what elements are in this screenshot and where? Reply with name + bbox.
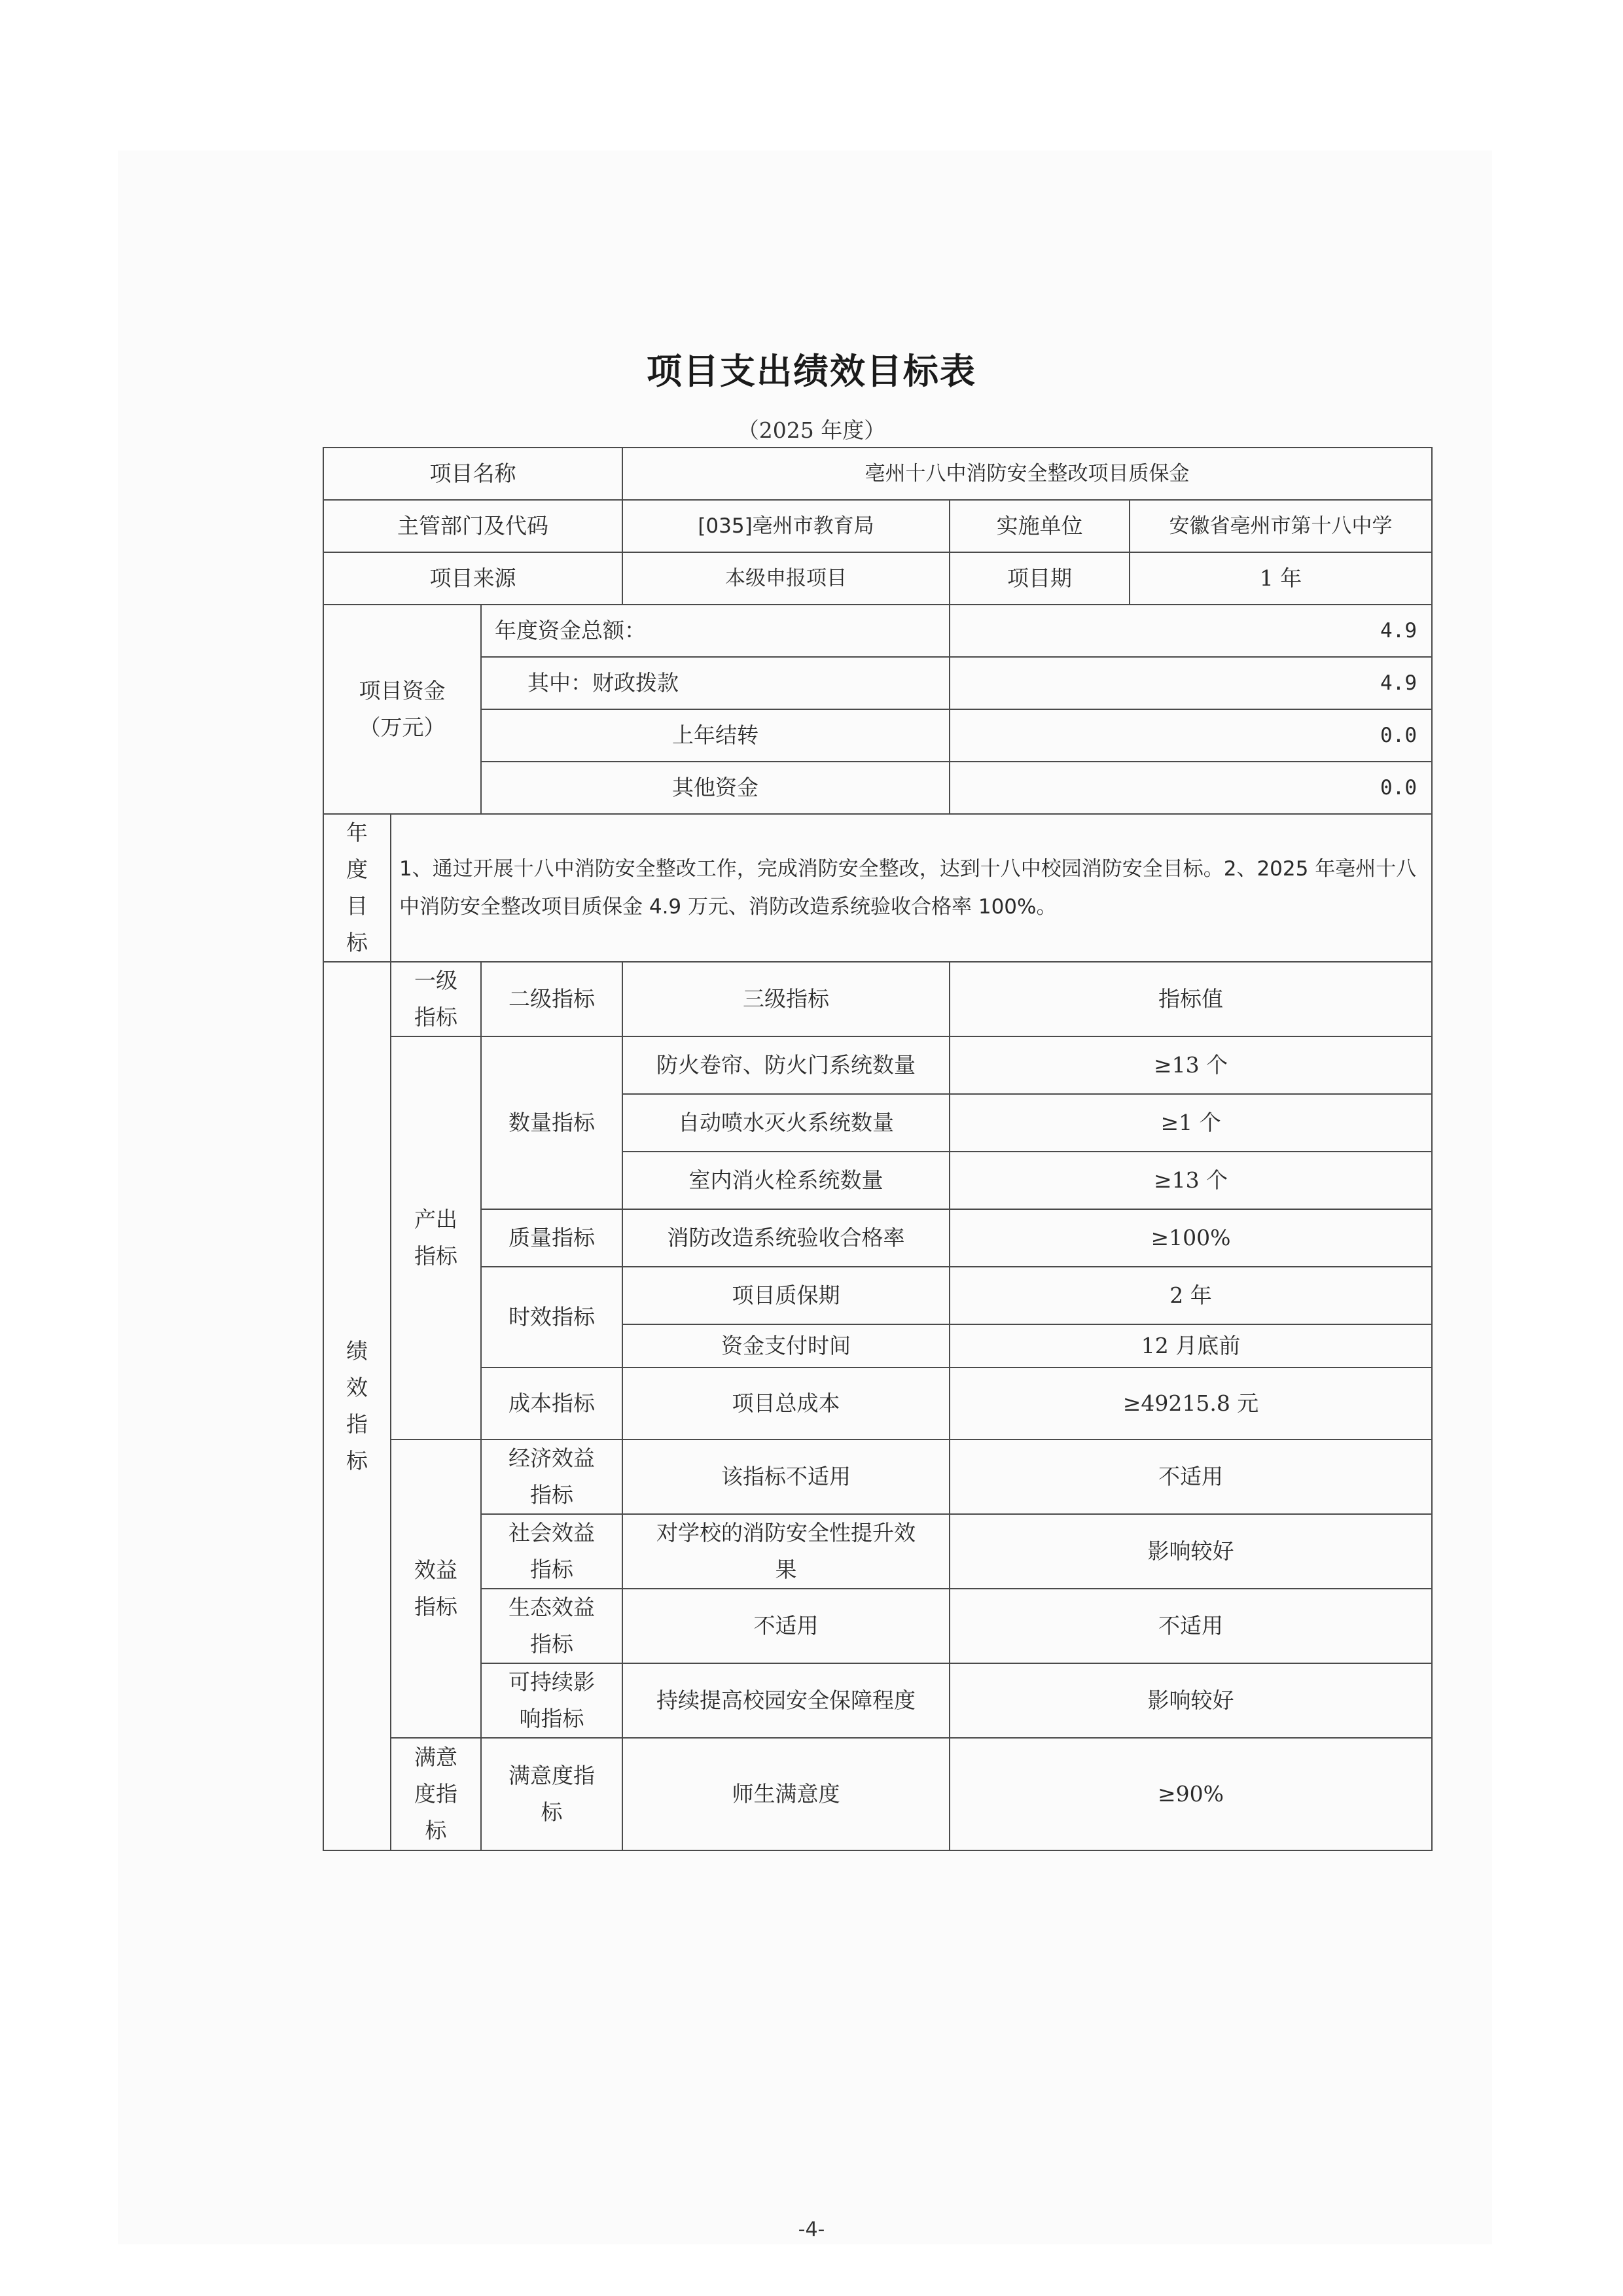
benefit-item-value: 不适用	[950, 1589, 1432, 1663]
perf-label-char: 绩	[346, 1338, 368, 1364]
sustainable-benefit-label-line: 可持续影	[508, 1669, 595, 1695]
row-project-name	[323, 448, 1432, 500]
benefit-item-name: 不适用	[622, 1589, 950, 1663]
quality-item-name: 消防改造系统验收合格率	[622, 1209, 950, 1267]
social-benefit-label	[481, 1514, 622, 1589]
period-label: 项目期	[950, 552, 1130, 605]
table-row	[323, 1663, 1432, 1738]
funds-label-line1: 项目资金	[359, 678, 446, 703]
satisfaction-label-line: 标	[425, 1818, 447, 1843]
source-label: 项目来源	[323, 552, 622, 605]
annual-goal-label-char: 度	[346, 857, 368, 882]
satisfaction-label-line: 度指	[414, 1781, 457, 1807]
funds-other-label: 其他资金	[481, 762, 950, 814]
page-number: -4-	[798, 2218, 825, 2241]
annual-goal-label-char: 标	[346, 930, 368, 955]
row-indicator-header	[323, 962, 1432, 1036]
row-annual-goal	[323, 814, 1432, 962]
impl-label: 实施单位	[950, 500, 1130, 552]
benefit-indicators-label	[391, 1439, 481, 1738]
header-level2: 二级指标	[481, 962, 622, 1036]
output-indicators-label	[391, 1036, 481, 1439]
table-row	[323, 1514, 1432, 1589]
funds-other-value: 0.0	[950, 762, 1432, 814]
satisfaction-sub-label	[481, 1738, 622, 1850]
funds-total-label: 年度资金总额：	[481, 605, 950, 657]
row-department	[323, 500, 1432, 552]
satisfaction-indicators-label	[391, 1738, 481, 1850]
table-row	[323, 1589, 1432, 1663]
funds-total-value: 4.9	[950, 605, 1432, 657]
funds-fiscal-label: 其中：财政拨款	[481, 657, 950, 709]
sustainable-benefit-label	[481, 1663, 622, 1738]
ecological-benefit-label	[481, 1589, 622, 1663]
timeliness-item-value: 2 年	[950, 1267, 1432, 1324]
quantity-item-value: ≥13 个	[950, 1036, 1432, 1094]
row-funds-fiscal	[323, 657, 1432, 709]
impl-value: 安徽省亳州市第十八中学	[1130, 500, 1432, 552]
cost-indicators-label: 成本指标	[481, 1368, 622, 1439]
table-row	[323, 1439, 1432, 1514]
timeliness-item-value: 12 月底前	[950, 1324, 1432, 1368]
benefit-item-value: 不适用	[950, 1439, 1432, 1514]
row-funds-total	[323, 605, 1432, 657]
header-value: 指标值	[950, 962, 1432, 1036]
table-row	[323, 1209, 1432, 1267]
cost-item-name: 项目总成本	[622, 1368, 950, 1439]
cost-item-value: ≥49215.8 元	[950, 1368, 1432, 1439]
timeliness-indicators-label: 时效指标	[481, 1267, 622, 1368]
economic-benefit-label-line: 经济效益	[508, 1445, 595, 1471]
annual-goal-label-char: 年	[346, 820, 368, 845]
dept-value: [035]亳州市教育局	[622, 500, 950, 552]
output-label-line: 指标	[414, 1243, 457, 1269]
funds-carryover-value: 0.0	[950, 709, 1432, 762]
row-funds-carryover	[323, 709, 1432, 762]
funds-label-line2: （万元）	[359, 715, 446, 740]
table-row	[323, 1036, 1432, 1094]
benefit-item-name: 持续提高校园安全保障程度	[622, 1663, 950, 1738]
quantity-item-value: ≥1 个	[950, 1094, 1432, 1152]
quality-indicators-label: 质量指标	[481, 1209, 622, 1267]
table-row	[323, 1738, 1432, 1850]
perf-indicators-label	[323, 962, 391, 1850]
benefit-item-name-line: 果	[775, 1557, 797, 1582]
satisfaction-sub-label-line: 满意度指	[508, 1763, 595, 1788]
satisfaction-sub-label-line: 标	[541, 1799, 563, 1825]
quantity-item-name: 室内消火栓系统数量	[622, 1152, 950, 1209]
quantity-item-name: 防火卷帘、防火门系统数量	[622, 1036, 950, 1094]
row-funds-other	[323, 762, 1432, 814]
period-value: 1 年	[1130, 552, 1432, 605]
social-benefit-label-line: 指标	[530, 1557, 573, 1582]
benefit-item-name: 该指标不适用	[622, 1439, 950, 1514]
ecological-benefit-label-line: 生态效益	[508, 1595, 595, 1620]
benefit-label-line: 效益	[414, 1557, 457, 1583]
project-name-value: 亳州十八中消防安全整改项目质保金	[622, 448, 1432, 500]
satisfaction-item-name: 师生满意度	[622, 1738, 950, 1850]
ecological-benefit-label-line: 指标	[530, 1631, 573, 1657]
performance-target-table	[323, 447, 1433, 1851]
annual-goal-label-char: 目	[346, 893, 368, 919]
source-value: 本级申报项目	[622, 552, 950, 605]
funds-carryover-label: 上年结转	[481, 709, 950, 762]
header-level1-line: 一级	[414, 968, 457, 993]
sustainable-benefit-label-line: 响指标	[519, 1706, 584, 1731]
satisfaction-label-line: 满意	[414, 1744, 457, 1770]
benefit-label-line: 指标	[414, 1594, 457, 1619]
project-name-label: 项目名称	[323, 448, 622, 500]
perf-label-char: 标	[346, 1448, 368, 1474]
document-year: （2025 年度）	[737, 417, 886, 443]
quality-item-value: ≥100%	[950, 1209, 1432, 1267]
table-row	[323, 1368, 1432, 1439]
annual-goal-label	[323, 814, 391, 962]
economic-benefit-label	[481, 1439, 622, 1514]
timeliness-item-name: 资金支付时间	[622, 1324, 950, 1368]
header-level3: 三级指标	[622, 962, 950, 1036]
annual-goal-text: 1、通过开展十八中消防安全整改工作，完成消防安全整改，达到十八中校园消防安全目标。2、2025 年亳州十八中消防安全整改项目质保金 4.9 万元、消防改造系统验收合格率 100%。	[391, 814, 1432, 962]
row-source	[323, 552, 1432, 605]
output-label-line: 产出	[414, 1207, 457, 1232]
document-title: 项目支出绩效目标表	[647, 351, 976, 392]
benefit-item-value: 影响较好	[950, 1514, 1432, 1589]
benefit-item-value: 影响较好	[950, 1663, 1432, 1738]
perf-label-char: 效	[346, 1375, 368, 1400]
social-benefit-label-line: 社会效益	[508, 1520, 595, 1545]
table-row	[323, 1267, 1432, 1324]
quantity-indicators-label: 数量指标	[481, 1036, 622, 1209]
benefit-item-name	[622, 1514, 950, 1589]
header-level1-line: 指标	[414, 1004, 457, 1030]
perf-label-char: 指	[346, 1411, 368, 1437]
benefit-item-name-line: 对学校的消防安全性提升效	[656, 1520, 916, 1545]
timeliness-item-name: 项目质保期	[622, 1267, 950, 1324]
dept-label: 主管部门及代码	[323, 500, 622, 552]
quantity-item-value: ≥13 个	[950, 1152, 1432, 1209]
header-level1	[391, 962, 481, 1036]
funds-fiscal-value: 4.9	[950, 657, 1432, 709]
economic-benefit-label-line: 指标	[530, 1482, 573, 1508]
quantity-item-name: 自动喷水灭火系统数量	[622, 1094, 950, 1152]
satisfaction-item-value: ≥90%	[950, 1738, 1432, 1850]
funds-label	[323, 605, 481, 814]
